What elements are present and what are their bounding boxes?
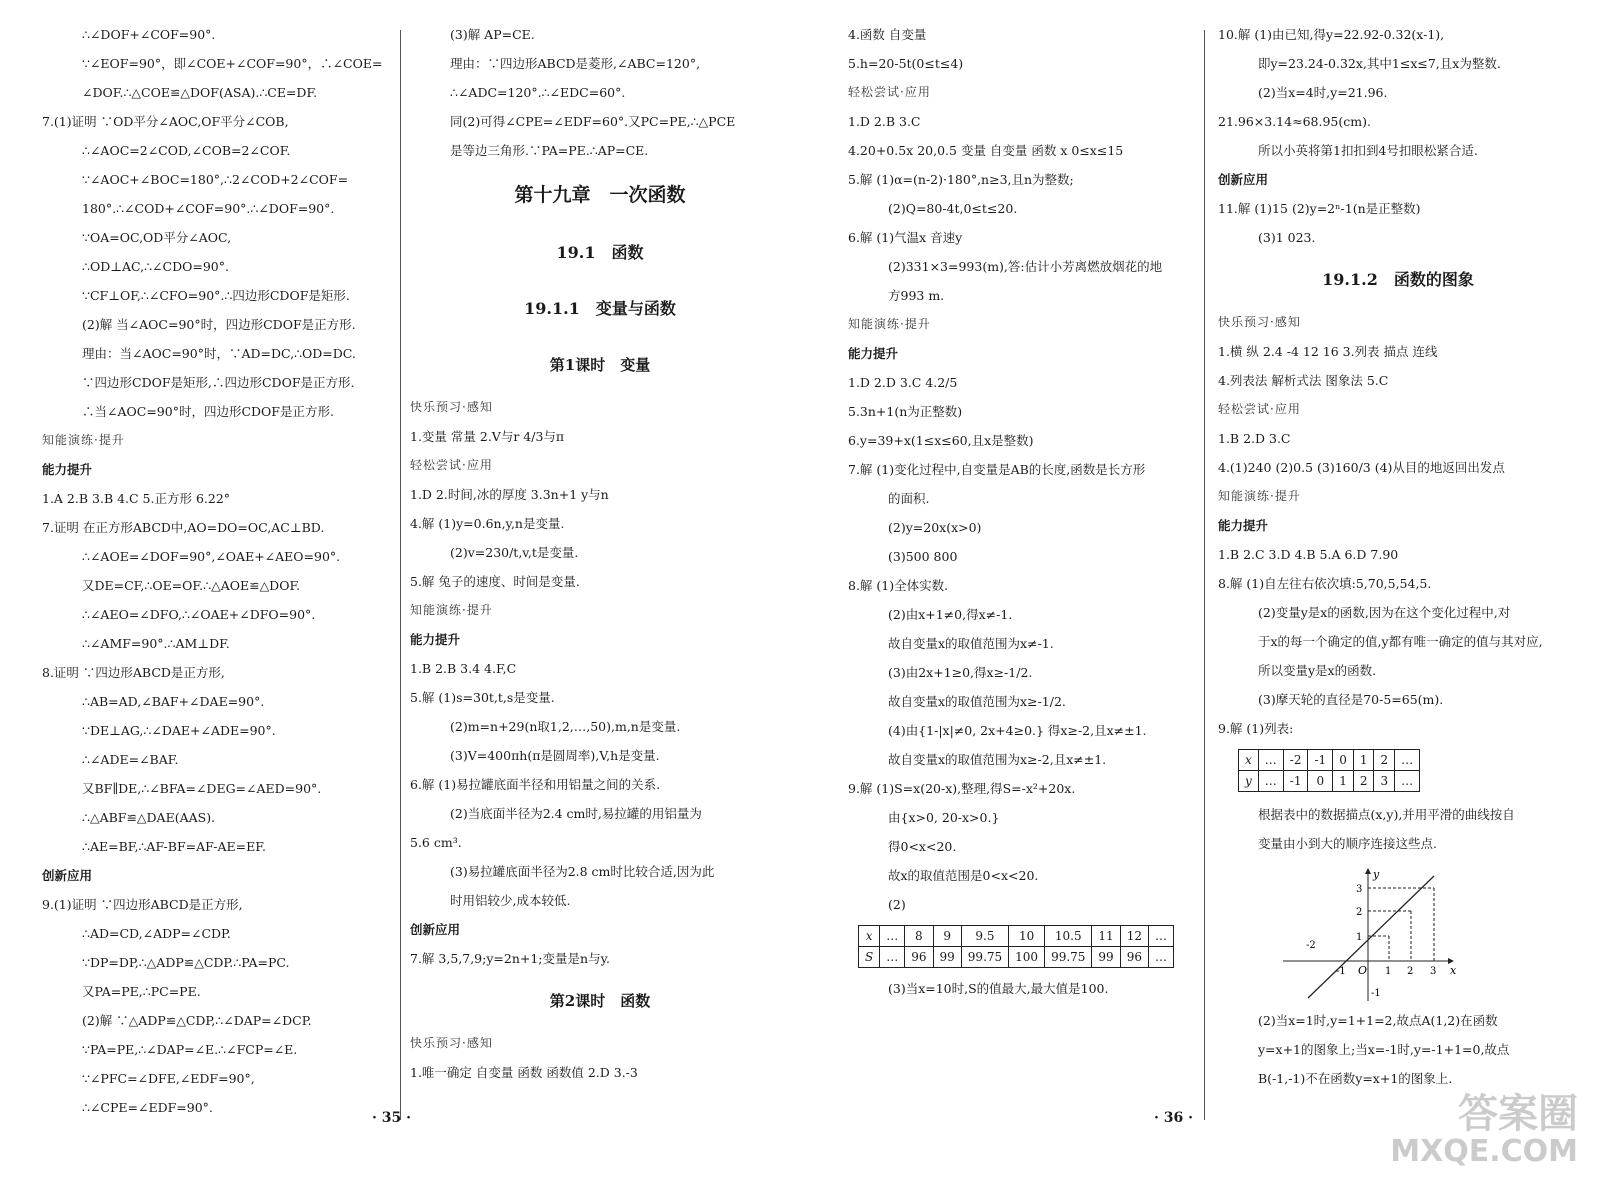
section-heading: 能力提升: [42, 462, 93, 477]
x-tick-label: 1: [1385, 966, 1392, 977]
table-cell: x: [1239, 750, 1259, 771]
answer-line: (2)Q=80-4t,0≤t≤20.: [888, 201, 1018, 216]
answer-line: ∵OA=OC,OD平分∠AOC,: [82, 230, 232, 245]
answer-line: 同(2)可得∠CPE=∠EDF=60°.又PC=PE,∴△PCE: [450, 114, 736, 129]
answer-line: ∴∠AOE=∠DOF=90°,∠OAE+∠AEO=90°.: [82, 549, 341, 564]
answer-line: (3)摩天轮的直径是70-5=65(m).: [1258, 692, 1444, 707]
answer-line: 1.变量 常量 2.V与r 4/3与π: [410, 429, 565, 444]
answer-line: 是等边三角形.∵PA=PE.∴AP=CE.: [450, 143, 649, 158]
section-heading: 知能演练·提升: [42, 433, 125, 447]
table-cell: 1: [1353, 750, 1374, 771]
answer-line: 根据表中的数据描点(x,y),并用平滑的曲线按自: [1258, 807, 1515, 822]
table-cell: 1: [1333, 771, 1354, 792]
section-heading: 创新应用: [42, 868, 93, 883]
section-heading: 轻松尝试·应用: [1218, 402, 1301, 416]
y-tick-label: 3: [1356, 884, 1363, 895]
answer-line: ∴∠DOF+∠COF=90°.: [82, 27, 216, 42]
answer-line: 6.y=39+x(1≤x≤60,且x是整数): [848, 433, 1034, 448]
answer-line: 5.6 cm³.: [410, 835, 462, 850]
answer-line: 又DE=CF,∴OE=OF.∴△AOE≌△DOF.: [82, 578, 301, 593]
answer-line: 5.h=20-5t(0≤t≤4): [848, 56, 964, 71]
y-axis-label: y: [1373, 868, 1380, 881]
answer-line: 故x的取值范围是0<x<20.: [888, 868, 1039, 883]
table-cell: 0: [1308, 771, 1333, 792]
lesson-title: 第1课时 变量: [549, 356, 651, 374]
answer-line: (3)500 800: [888, 549, 958, 564]
answer-line: 变量由小到大的顺序连接这些点.: [1258, 836, 1437, 851]
answer-line: (2): [888, 897, 906, 912]
table-cell: 2: [1353, 771, 1374, 792]
table-cell: 10: [1009, 926, 1045, 947]
table-cell: 8: [905, 926, 933, 947]
answer-line: 8.解 (1)全体实数.: [848, 578, 949, 593]
answer-line: ∴AB=AD,∠BAF+∠DAE=90°.: [82, 694, 265, 709]
watermark: [1390, 1092, 1578, 1168]
chapter-title: 第十九章 一次函数: [514, 184, 686, 206]
answer-line: (2)当x=1时,y=1+1=2,故点A(1,2)在函数: [1258, 1013, 1498, 1028]
table-cell: -1: [1283, 771, 1308, 792]
answer-line: 4.函数 自变量: [848, 27, 927, 42]
answer-line: (3)解 AP=CE.: [450, 27, 535, 42]
answer-line: ∵四边形CDOF是矩形,∴四边形CDOF是正方形.: [82, 375, 355, 390]
answer-line: 得0<x<20.: [888, 839, 957, 854]
answer-line: ∴AD=CD,∠ADP=∠CDP.: [82, 926, 231, 941]
answer-line: (2)变量y是x的函数,因为在这个变化过程中,对: [1258, 605, 1511, 620]
answer-line: 7.证明 在正方形ABCD中,AO=DO=OC,AC⊥BD.: [42, 520, 325, 535]
table-cell: 10.5: [1045, 926, 1092, 947]
lesson-title-2: 第2课时 函数: [549, 992, 651, 1010]
table-cell: …: [1148, 947, 1173, 968]
answer-line: 5.解 (1)α=(n-2)·180°,n≥3,且n为整数;: [848, 172, 1074, 187]
table-cell: …: [1395, 750, 1420, 771]
column-4: [1218, 20, 1578, 1093]
answer-line: 7.解 3,5,7,9;y=2n+1;变量是n与y.: [410, 951, 610, 966]
answer-line: 即y=23.24-0.32x,其中1≤x≤7,且x为整数.: [1258, 56, 1501, 71]
answer-line: ∵∠PFC=∠DFE,∠EDF=90°,: [82, 1071, 255, 1086]
page-number-left: · 35 ·: [372, 1110, 411, 1126]
section-heading: 能力提升: [848, 346, 899, 361]
answer-line: (2)v=230/t,v,t是变量.: [450, 545, 579, 560]
section-heading: 知能演练·提升: [410, 603, 493, 617]
answer-line: 1.唯一确定 自变量 函数 函数值 2.D 3.-3: [410, 1065, 638, 1080]
answer-line: (2)当底面半径为2.4 cm时,易拉罐的用铝量为: [450, 806, 702, 821]
section-heading: 快乐预习·感知: [410, 400, 493, 414]
table-cell: 96: [1120, 947, 1148, 968]
table-cell: …: [1148, 926, 1173, 947]
answer-line: ∴OD⊥AC,∴∠CDO=90°.: [82, 259, 229, 274]
answer-line: 由{x>0, 20-x>0.}: [888, 810, 1000, 825]
y-tick-label: -1: [1371, 988, 1381, 999]
answer-line: 9.(1)证明 ∵四边形ABCD是正方形,: [42, 897, 243, 912]
answer-line: (3)V=400πh(π是圆周率),V,h是变量.: [450, 748, 660, 763]
answer-line: 1.B 2.D 3.C: [1218, 431, 1291, 446]
section-heading: 能力提升: [1218, 518, 1269, 533]
watermark-text: 答案圈: [1458, 1091, 1578, 1137]
answer-line: 5.解 兔子的速度、时间是变量.: [410, 574, 580, 589]
table-cell: 12: [1120, 926, 1148, 947]
table-cell: y: [1239, 771, 1259, 792]
answer-line: 故自变量x的取值范围为x≠-1.: [888, 636, 1054, 651]
s-value-table: [858, 925, 1174, 968]
answer-line: ∵CF⊥OF,∴∠CFO=90°.∴四边形CDOF是矩形.: [82, 288, 350, 303]
answer-line: 1.B 2.C 3.D 4.B 5.A 6.D 7.90: [1218, 547, 1399, 562]
section-heading: 快乐预习·感知: [1218, 315, 1301, 329]
section-heading: 轻松尝试·应用: [410, 458, 493, 472]
section-heading: 创新应用: [410, 922, 461, 937]
answer-line: ∴∠CPE=∠EDF=90°.: [82, 1100, 213, 1115]
answer-line: 8.证明 ∵四边形ABCD是正方形,: [42, 665, 225, 680]
answer-line: ∴△ABF≌△DAE(AAS).: [82, 810, 216, 825]
answer-line: (2)解 当∠AOC=90°时，四边形CDOF是正方形.: [82, 317, 356, 332]
answer-line: 又BF∥DE,∴∠BFA=∠DEG=∠AED=90°.: [82, 781, 322, 796]
answer-line: (2)当x=4时,y=21.96.: [1258, 85, 1388, 100]
answer-line: (3)由2x+1≥0,得x≥-1/2.: [888, 665, 1033, 680]
column-2: [410, 20, 790, 1087]
function-line: [1308, 876, 1437, 998]
table-cell: 99.75: [1045, 947, 1092, 968]
answer-line: 9.解 (1)S=x(20-x),整理,得S=-x²+20x.: [848, 781, 1076, 796]
column-3: [848, 20, 1198, 1003]
answer-line: 5.3n+1(n为正整数): [848, 404, 963, 419]
section-heading: 快乐预习·感知: [410, 1036, 493, 1050]
answer-line: ∴当∠AOC=90°时，四边形CDOF是正方形.: [82, 404, 334, 419]
answer-line: 方993 m.: [888, 288, 945, 303]
origin-label: O: [1358, 964, 1368, 977]
y-tick-label: 2: [1356, 907, 1363, 918]
answer-line: ∵PA=PE,∴∠DAP=∠E.∴∠FCP=∠E.: [82, 1042, 298, 1057]
answer-line: (2)y=20x(x>0): [888, 520, 982, 535]
answer-line: y=x+1的图象上;当x=-1时,y=-1+1=0,故点: [1258, 1042, 1510, 1057]
table-cell: 9.5: [961, 926, 1008, 947]
answer-line: 11.解 (1)15 (2)y=2ⁿ-1(n是正整数): [1218, 201, 1421, 216]
column-divider-right: [1204, 30, 1205, 1120]
answer-line: (4)由{1-|x|≠0, 2x+4≥0.} 得x≥-2,且x≠±1.: [888, 723, 1147, 738]
subsection-title: 19.1.1 变量与函数: [524, 299, 676, 318]
answer-line: ∵DE⊥AG,∴∠DAE+∠ADE=90°.: [82, 723, 276, 738]
answer-line: (3)1 023.: [1258, 230, 1316, 245]
x-tick-label: 2: [1407, 966, 1414, 977]
table-cell: 99: [1092, 947, 1120, 968]
y-axis-arrow: [1365, 868, 1371, 874]
answer-line: 4.20+0.5x 20,0.5 变量 自变量 函数 x 0≤x≤15: [848, 143, 1124, 158]
answer-line: 又PA=PE,∴PC=PE.: [82, 984, 201, 999]
answer-line: 的面积.: [888, 491, 930, 506]
answer-line: 6.解 (1)易拉罐底面半径和用铝量之间的关系.: [410, 777, 661, 792]
answer-line: ∴∠AOC=2∠COD,∠COB=2∠COF.: [82, 143, 291, 158]
answer-line: 1.D 2.D 3.C 4.2/5: [848, 375, 958, 390]
section-heading: 能力提升: [410, 632, 461, 647]
answer-line: (3)当x=10时,S的值最大,最大值是100.: [888, 981, 1109, 996]
answer-line: 9.解 (1)列表:: [1218, 721, 1294, 736]
x-tick-label: 3: [1430, 966, 1437, 977]
section-heading: 知能演练·提升: [1218, 489, 1301, 503]
table-cell: S: [859, 947, 880, 968]
table-cell: …: [1258, 750, 1283, 771]
answer-line: 4.解 (1)y=0.6n,y,n是变量.: [410, 516, 565, 531]
answer-line: ∴∠ADC=120°.∴∠EDC=60°.: [450, 85, 626, 100]
answer-line: (3)易拉罐底面半径为2.8 cm时比较合适,因为此: [450, 864, 715, 879]
table-cell: 0: [1333, 750, 1354, 771]
section-heading: 创新应用: [1218, 172, 1269, 187]
table-cell: 100: [1009, 947, 1045, 968]
table-cell: 99: [933, 947, 961, 968]
answer-line: ∵DP=DP,∴△ADP≌△CDP.∴PA=PC.: [82, 955, 290, 970]
answer-line: ∴∠ADE=∠BAF.: [82, 752, 179, 767]
answer-line: 1.D 2.B 3.C: [848, 114, 921, 129]
answer-line: 1.D 2.时间,冰的厚度 3.3n+1 y与n: [410, 487, 609, 502]
table-cell: …: [1258, 771, 1283, 792]
answer-line: 1.B 2.B 3.4 4.F,C: [410, 661, 517, 676]
answer-line: 6.解 (1)气温x 音速y: [848, 230, 963, 245]
answer-line: 7.(1)证明 ∵OD平分∠AOC,OF平分∠COB,: [42, 114, 289, 129]
table-cell: 99.75: [961, 947, 1008, 968]
table-cell: …: [880, 926, 905, 947]
answer-line: 1.A 2.B 3.B 4.C 5.正方形 6.22°: [42, 491, 231, 506]
page-number-right: · 36 ·: [1154, 1110, 1193, 1126]
answer-line: 故自变量x的取值范围为x≥-1/2.: [888, 694, 1066, 709]
answer-line: 于x的每一个确定的值,y都有唯一确定的值与其对应,: [1258, 634, 1543, 649]
answer-line: 7.解 (1)变化过程中,自变量是AB的长度,函数是长方形: [848, 462, 1146, 477]
answer-line: 5.解 (1)s=30t,t,s是变量.: [410, 690, 555, 705]
answer-line: 180°.∴∠COD+∠COF=90°.∴∠DOF=90°.: [82, 201, 335, 216]
answer-line: (2)m=n+29(n取1,2,…,50),m,n是变量.: [450, 719, 681, 734]
answer-line: 10.解 (1)由已知,得y=22.92-0.32(x-1),: [1218, 27, 1445, 42]
x-tick-label: -1: [1336, 966, 1346, 977]
watermark-url: MXQE.COM: [1390, 1134, 1578, 1169]
section-heading: 知能演练·提升: [848, 317, 931, 331]
table-cell: x: [859, 926, 880, 947]
answer-line: B(-1,-1)不在函数y=x+1的图象上.: [1258, 1071, 1453, 1086]
answer-line: 所以小英将第1扣扣到4号扣眼松紧合适.: [1258, 143, 1478, 158]
answer-line: 4.(1)240 (2)0.5 (3)160/3 (4)从目的地返回出发点: [1218, 460, 1505, 475]
answer-line: ∠DOF.∴△COE≌△DOF(ASA).∴CE=DF.: [82, 85, 318, 100]
table-cell: 9: [933, 926, 961, 947]
x-tick-label: -2: [1306, 940, 1316, 951]
answer-line: 1.横 纵 2.4 -4 12 16 3.列表 描点 连线: [1218, 344, 1438, 359]
answer-line: 所以变量y是x的函数.: [1258, 663, 1377, 678]
answer-line: 4.列表法 解析式法 图象法 5.C: [1218, 373, 1389, 388]
table-cell: 96: [905, 947, 933, 968]
table-cell: -1: [1308, 750, 1333, 771]
answer-line: ∴AE=BF,∴AF-BF=AF-AE=EF.: [82, 839, 266, 854]
xy-value-table: [1238, 749, 1420, 792]
column-divider-left: [400, 30, 401, 1120]
y-tick-label: 1: [1356, 932, 1363, 943]
table-cell: 11: [1092, 926, 1120, 947]
answer-line: ∴∠AMF=90°.∴AM⊥DF.: [82, 636, 230, 651]
column-1: [42, 20, 390, 1122]
answer-line: 21.96×3.14≈68.95(cm).: [1218, 114, 1371, 129]
answer-line: 理由：当∠AOC=90°时，∵AD=DC,∴OD=DC.: [82, 346, 356, 361]
table-cell: 3: [1374, 771, 1395, 792]
section-title: 19.1 函数: [556, 243, 644, 262]
answer-line: (2)解 ∵△ADP≌△CDP,∴∠DAP=∠DCP.: [82, 1013, 312, 1028]
section-heading: 轻松尝试·应用: [848, 85, 931, 99]
answer-line: 故自变量x的取值范围为x≥-2,且x≠±1.: [888, 752, 1107, 767]
table-cell: …: [1395, 771, 1420, 792]
function-graph: [1278, 866, 1478, 1006]
table-cell: 2: [1374, 750, 1395, 771]
table-cell: -2: [1283, 750, 1308, 771]
table-cell: …: [880, 947, 905, 968]
answer-line: 理由：∵四边形ABCD是菱形,∠ABC=120°,: [450, 56, 701, 71]
x-axis-label: x: [1450, 964, 1457, 977]
answer-line: 时用铝较少,成本较低.: [450, 893, 571, 908]
answer-line: ∵∠EOF=90°，即∠COE+∠COF=90°，∴∠COE=: [82, 56, 383, 71]
answer-line: 8.解 (1)自左往右依次填:5,70,5,54,5.: [1218, 576, 1432, 591]
subsection-title-2: 19.1.2 函数的图象: [1322, 270, 1474, 289]
answer-line: (2)由x+1≠0,得x≠-1.: [888, 607, 1013, 622]
answer-line: (2)331×3=993(m),答:估计小芳离燃放烟花的地: [888, 259, 1163, 274]
answer-line: ∴∠AEO=∠DFO,∴∠OAE+∠DFO=90°.: [82, 607, 316, 622]
answer-line: ∵∠AOC+∠BOC=180°,∴2∠COD+2∠COF=: [82, 172, 349, 187]
